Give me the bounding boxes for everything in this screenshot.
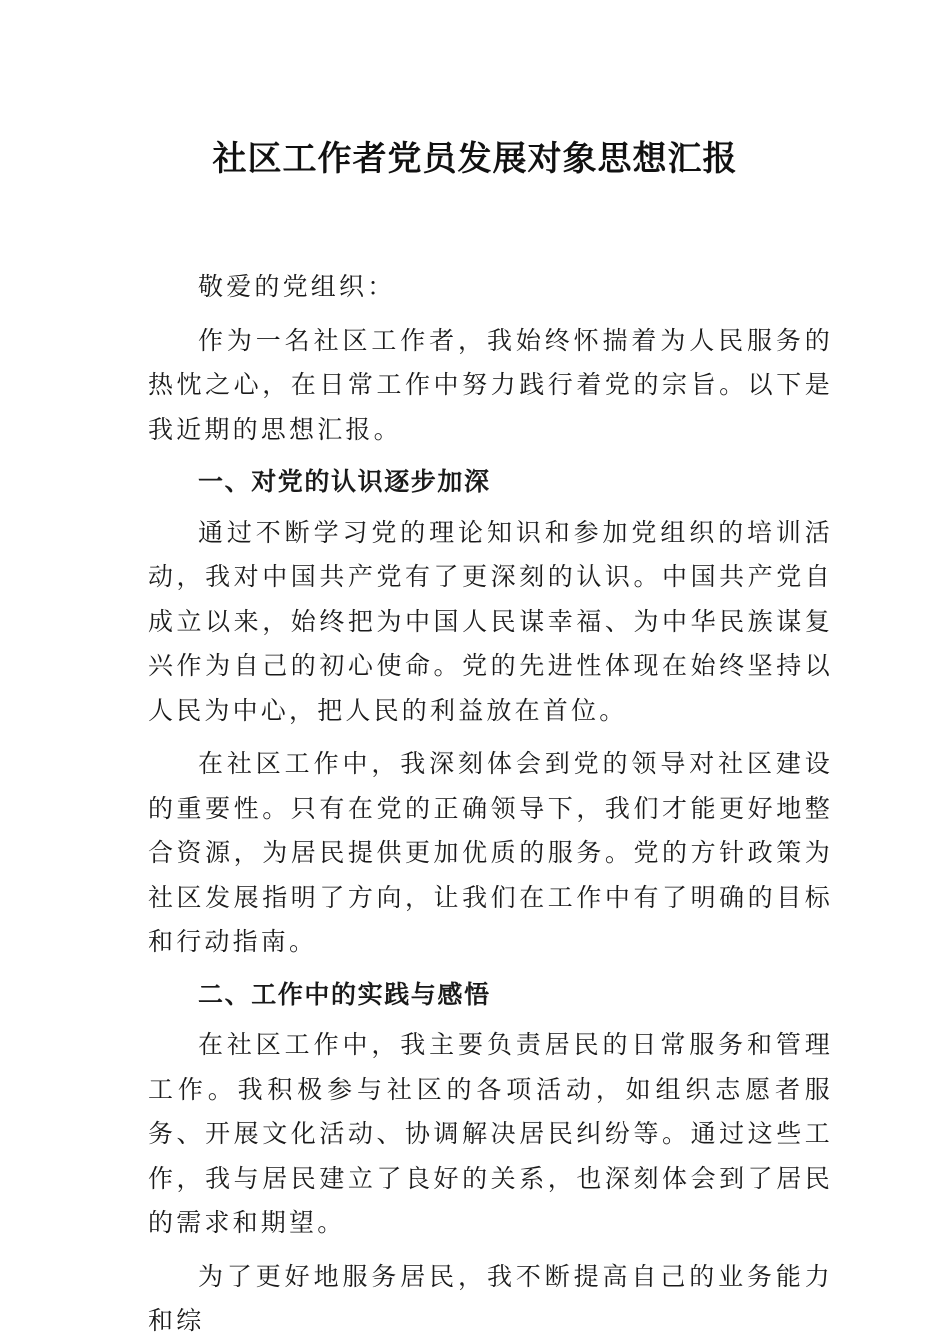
document-title: 社区工作者党员发展对象思想汇报 bbox=[212, 139, 738, 179]
section-1 bbox=[148, 460, 833, 965]
section-heading: 二、工作中的实践与感悟 bbox=[198, 979, 491, 1009]
section-2 bbox=[148, 973, 833, 1344]
section-paragraph: 通过不断学习党的理论知识和参加党组织的培训活动，我对中国共产党有了更深刻的认识。中国共产党自成立以来，始终把为中国人民谋幸福、为中华民族谋复兴作为自己的初心使命。党的先进性体现在始终坚持以人民为中心，把人民的利益放在首位。 bbox=[148, 517, 833, 725]
section-paragraph: 在社区工作中，我深刻体会到党的领导对社区建设的重要性。只有在党的正确领导下，我们才能更好地整合资源，为居民提供更加优质的服务。党的方针政策为社区发展指明了方向，让我们在工作中有了明确的目标和行动指南。 bbox=[148, 749, 833, 956]
section-heading: 一、对党的认识逐步加深 bbox=[198, 467, 491, 496]
section-paragraph: 为了更好地服务居民，我不断提高自己的业务能力和综 bbox=[148, 1261, 833, 1335]
intro-paragraph: 作为一名社区工作者，我始终怀揣着为人民服务的热忱之心，在日常工作中努力践行着党的宗旨。以下是我近期的思想汇报。 bbox=[148, 325, 833, 444]
salutation: 敬爱的党组织： bbox=[198, 272, 396, 301]
document-body bbox=[148, 265, 833, 1344]
section-paragraph: 在社区工作中，我主要负责居民的日常服务和管理工作。我积极参与社区的各项活动，如组织志愿者服务、开展文化活动、协调解决居民纠纷等。通过这些工作，我与居民建立了良好的关系，也深刻体会到了居民的需求和期望。 bbox=[148, 1030, 833, 1237]
